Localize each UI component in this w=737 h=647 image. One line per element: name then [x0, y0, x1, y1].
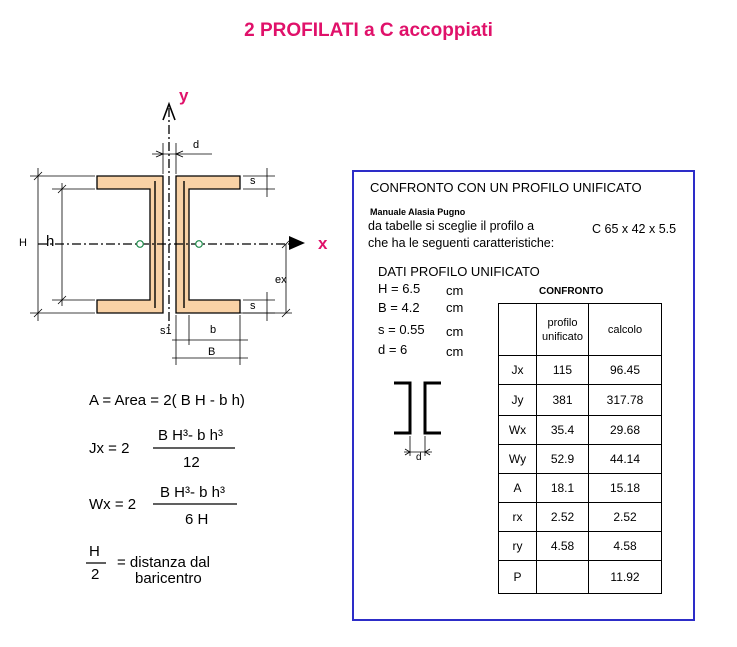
prop-d: d = 6: [378, 342, 408, 357]
area-formula: A = Area = 2( B H - b h): [89, 392, 245, 409]
col-unificato-header: profilo unificato: [537, 304, 589, 356]
prop-d-unit: cm: [446, 344, 464, 359]
centroid-left: [137, 241, 144, 248]
table-row: [499, 445, 662, 474]
row-calcolo-value: 44.14: [589, 445, 662, 474]
table-row: [499, 503, 662, 532]
x-axis-arrow: [289, 236, 305, 250]
row-calcolo-value: 96.45: [589, 356, 662, 385]
dim-H-label: H: [19, 237, 27, 249]
jx-formula-prefix: Jx = 2: [89, 440, 130, 457]
jx-formula-numerator: B H³- b h³: [158, 427, 224, 444]
row-label: P: [499, 561, 537, 594]
panel-source: Manuale Alasia Pugno: [370, 207, 466, 217]
prop-B: B = 4.2: [378, 300, 420, 315]
row-unificato-value: 381: [537, 385, 589, 416]
centroid-right: [196, 241, 203, 248]
prop-B-unit: cm: [446, 300, 464, 315]
half-height-numerator: H: [89, 543, 100, 560]
wx-formula-prefix: Wx = 2: [89, 496, 137, 513]
panel-header: CONFRONTO CON UN PROFILO UNIFICATO: [370, 180, 642, 195]
table-header-row: [499, 304, 662, 356]
dim-s-top-label: s: [250, 175, 256, 187]
row-label: ry: [499, 532, 537, 561]
prop-s-unit: cm: [446, 324, 464, 339]
comparison-table: [498, 303, 662, 594]
row-label: rx: [499, 503, 537, 532]
row-unificato-value: 35.4: [537, 416, 589, 445]
row-calcolo-value: 4.58: [589, 532, 662, 561]
row-unificato-value: 18.1: [537, 474, 589, 503]
table-row: [499, 385, 662, 416]
row-calcolo-value: 29.68: [589, 416, 662, 445]
row-unificato-value: 4.58: [537, 532, 589, 561]
dim-ex-label: ex: [275, 274, 287, 286]
table-row: [499, 474, 662, 503]
row-calcolo-value: 15.18: [589, 474, 662, 503]
row-label: Wy: [499, 445, 537, 474]
prop-H-unit: cm: [446, 283, 464, 298]
wx-formula-denominator: 6 H: [185, 511, 209, 528]
row-unificato-value: 115: [537, 356, 589, 385]
row-calcolo-value: 11.92: [589, 561, 662, 594]
table-row: [499, 356, 662, 385]
row-label: A: [499, 474, 537, 503]
row-unificato-value: 2.52: [537, 503, 589, 532]
dim-B-label: B: [208, 346, 216, 358]
prop-s: s = 0.55: [378, 322, 425, 337]
wx-formula-numerator: B H³- b h³: [160, 484, 226, 501]
panel-line2: che ha le seguenti caratteristiche:: [368, 236, 555, 250]
panel-profile: C 65 x 42 x 5.5: [592, 222, 677, 236]
row-unificato-value: 52.9: [537, 445, 589, 474]
comparison-panel: [352, 170, 695, 621]
half-height-text: = distanza dal: [117, 554, 210, 571]
table-row: [499, 416, 662, 445]
row-unificato-value: [537, 561, 589, 594]
prop-H: H = 6.5: [378, 281, 421, 296]
small-d-label: d: [416, 452, 422, 463]
dim-h-label: h: [46, 233, 55, 250]
dim-b-label: b: [210, 324, 217, 336]
table-row: [499, 561, 662, 594]
data-title: DATI PROFILO UNIFICATO: [378, 264, 540, 279]
panel-line1: da tabelle si sceglie il profilo a: [368, 219, 535, 233]
row-calcolo-value: 2.52: [589, 503, 662, 532]
jx-formula-denominator: 12: [183, 454, 200, 471]
col-calcolo-header: calcolo: [589, 304, 662, 356]
axis-y-label: y: [179, 86, 189, 105]
half-height-denominator: 2: [91, 566, 100, 583]
row-label: Jx: [499, 356, 537, 385]
table-title: CONFRONTO: [539, 286, 604, 297]
row-label: Wx: [499, 416, 537, 445]
table-row: [499, 532, 662, 561]
dim-d-label: d: [193, 139, 200, 151]
row-calcolo-value: 317.78: [589, 385, 662, 416]
axis-x-label: x: [318, 234, 328, 253]
dim-s1-label: s1: [160, 325, 172, 337]
row-label: Jy: [499, 385, 537, 416]
page-title: 2 PROFILATI a C accoppiati: [244, 20, 493, 41]
dim-s-bottom-label: s: [250, 300, 256, 312]
half-height-text2: baricentro: [135, 570, 202, 587]
